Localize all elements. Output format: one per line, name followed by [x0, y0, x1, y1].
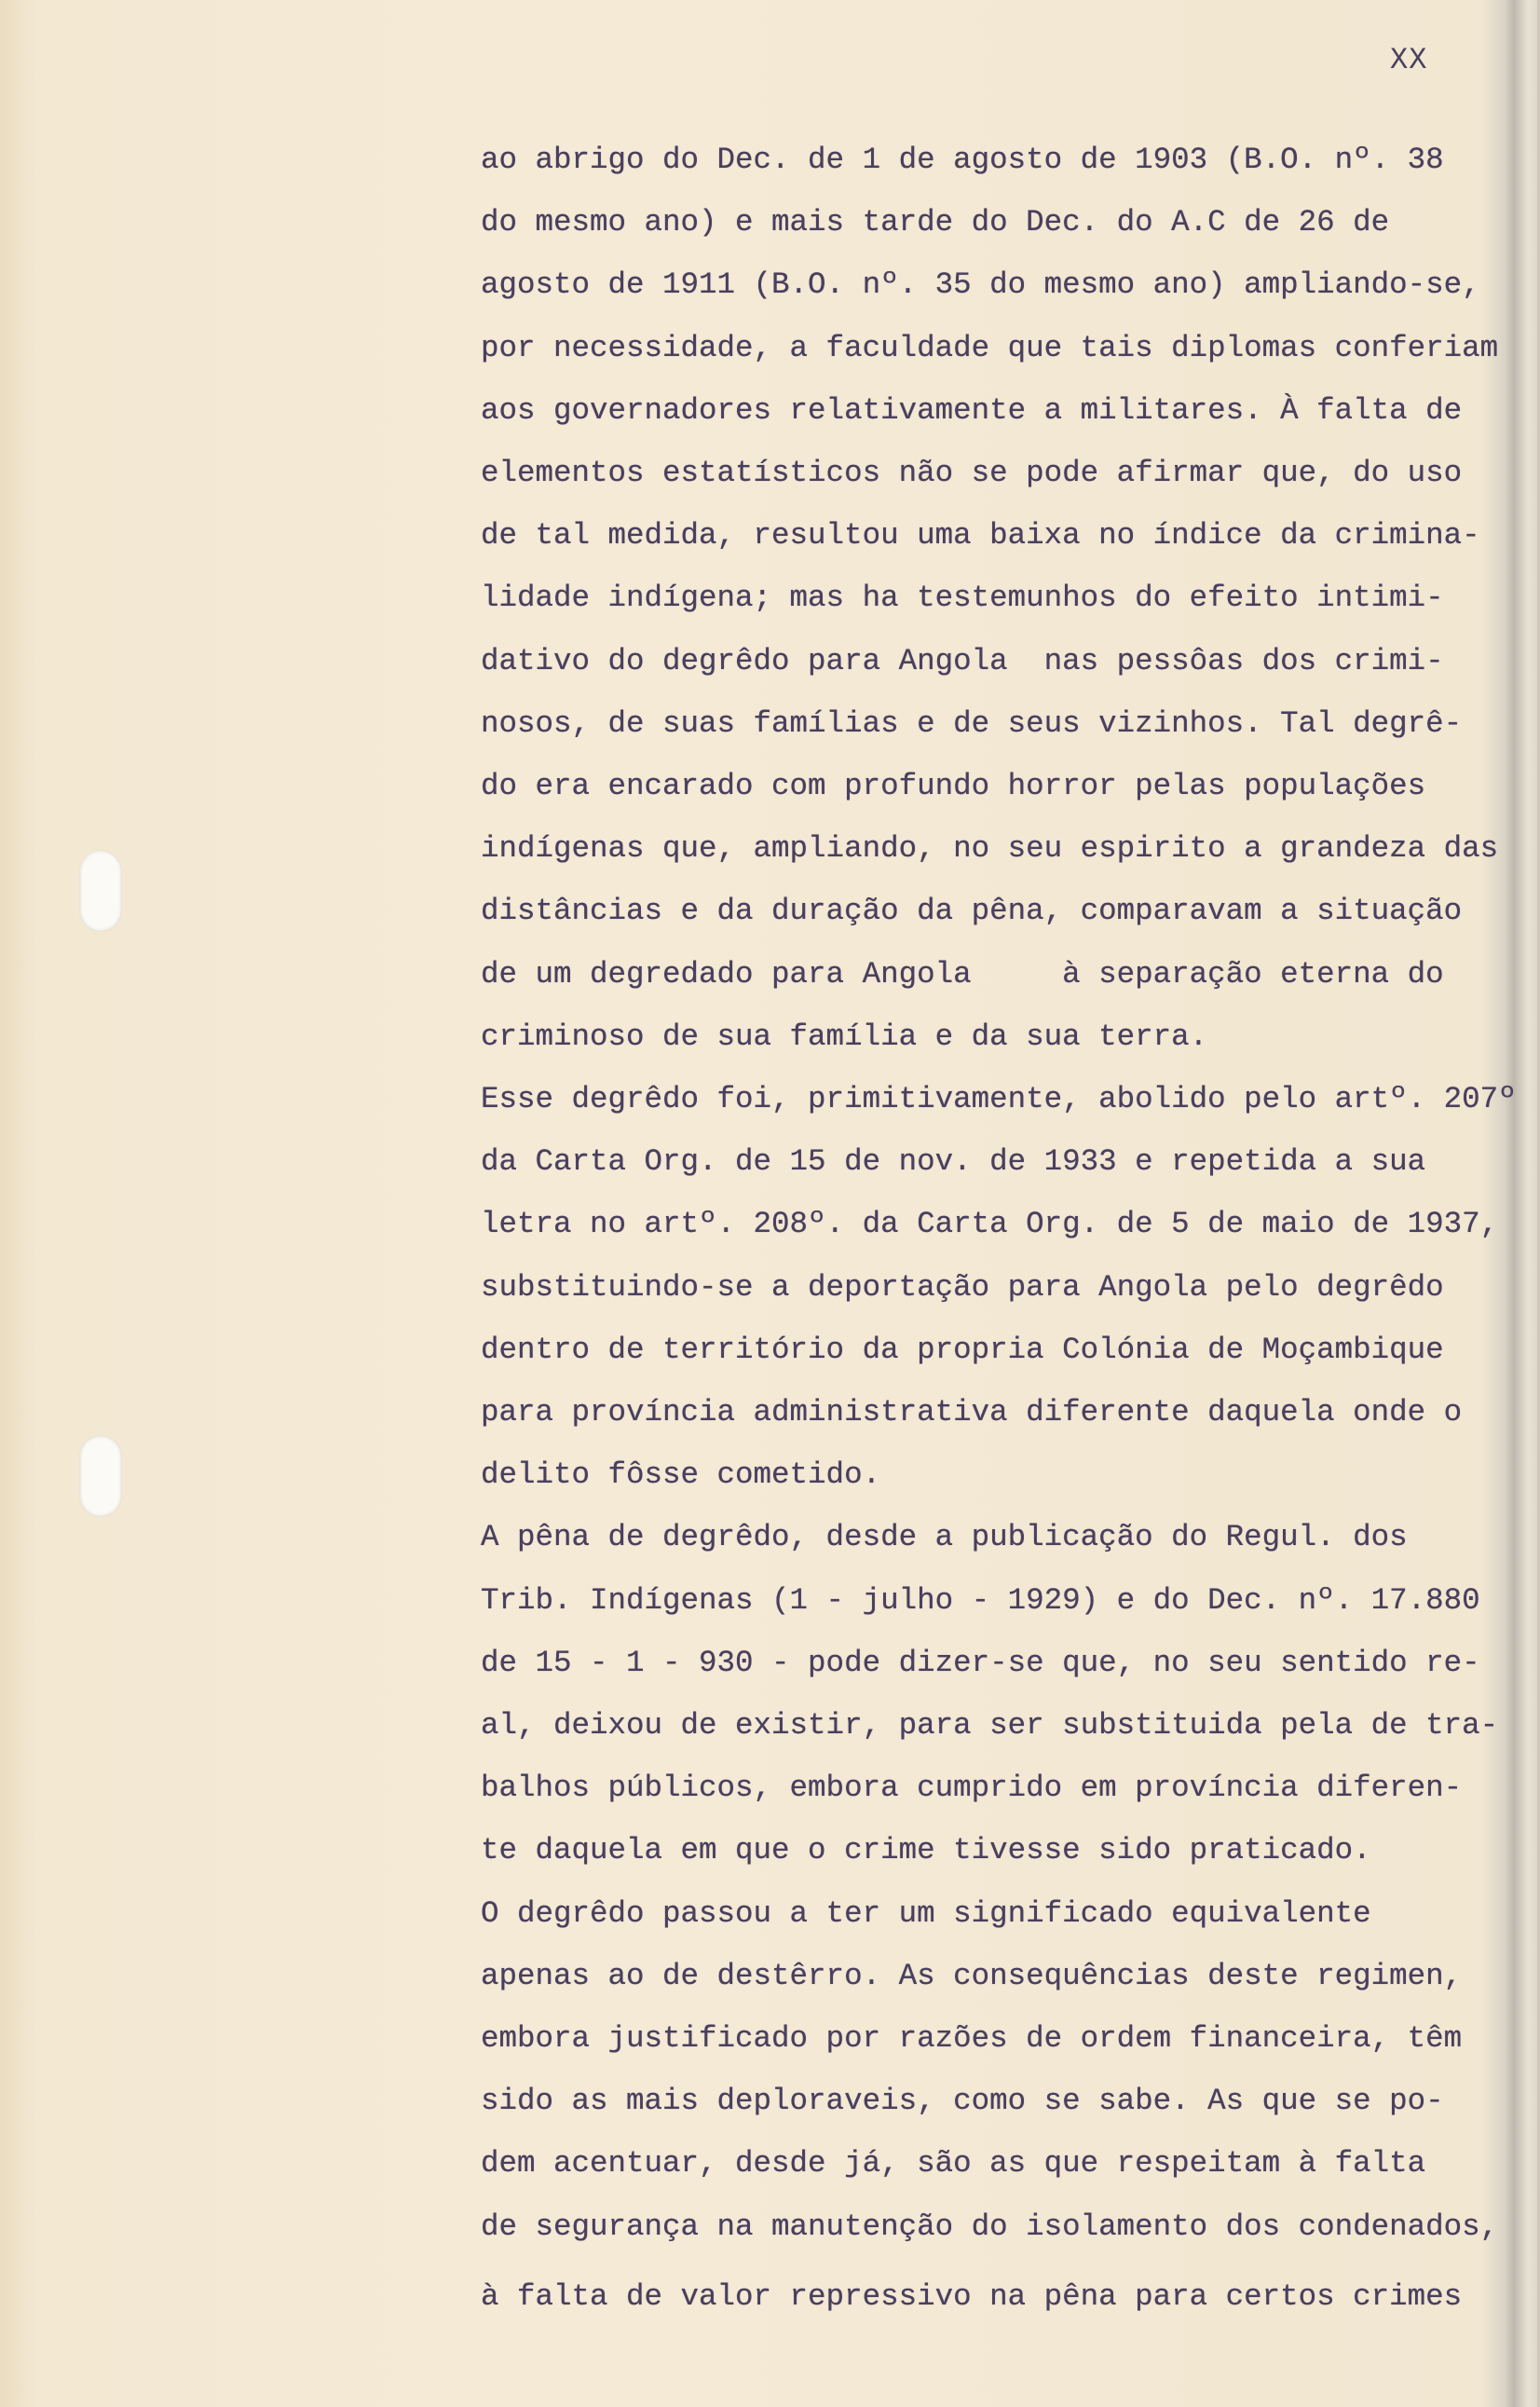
text-line: O degrêdo passou a ter um significado equivalente	[481, 1895, 1371, 1931]
text-line: do era encarado com profundo horror pelas populações	[481, 769, 1426, 803]
text-line: substituindo-se a deportação para Angola pelo degrêdo	[481, 1269, 1444, 1305]
text-line: ao abrigo do Dec. de 1 de agosto de 1903 (B.O. nº. 38	[481, 143, 1444, 177]
text-line: indígenas que, ampliando, no seu espirito a grandeza das	[481, 831, 1499, 867]
text-line: por necessidade, a faculdade que tais diplomas conferiam	[481, 330, 1499, 365]
text-line: para província administrativa diferente daquela onde o	[481, 1395, 1463, 1429]
text-line: Trib. Indígenas (1 - julho - 1929) e do Dec. nº. 17.880	[481, 1582, 1480, 1618]
text-line: de segurança na manutenção do isolamento dos condenados,	[481, 2209, 1499, 2244]
text-line: A pêna de degrêdo, desde a publicação do Regul. dos	[481, 1520, 1408, 1555]
text-line: distâncias e da duração da pêna, comparavam a situação	[481, 894, 1463, 929]
text-line: dem acentuar, desde já, são as que respeitam à falta	[481, 2146, 1426, 2181]
text-line: embora justificado por razões de ordem financeira, têm	[481, 2021, 1463, 2056]
text-line: do mesmo ano) e mais tarde do Dec. do A.C de 26 de	[481, 205, 1390, 240]
text-line: de um degredado para Angola à separação eterna do	[481, 956, 1444, 992]
text-line: dativo do degrêdo para Angola nas pessôas dos crimi-	[481, 643, 1444, 678]
text-line: al, deixou de existir, para ser substituida pela de tra-	[481, 1708, 1499, 1743]
text-line: de 15 - 1 - 930 - pode dizer-se que, no seu sentido re-	[481, 1645, 1480, 1680]
text-line: aos governadores relativamente a militares. À falta de	[481, 392, 1463, 428]
page-number: XX	[1390, 43, 1428, 77]
text-line: nosos, de suas famílias e de seus vizinhos. Tal degrê-	[481, 705, 1463, 741]
text-line: letra no artº. 208º. da Carta Org. de 5 de maio de 1937,	[481, 1207, 1499, 1242]
text-line: dentro de território da propria Colónia de Moçambique	[481, 1332, 1444, 1367]
text-line: lidade indígena; mas ha testemunhos do efeito intimi-	[481, 581, 1444, 616]
text-line: à falta de valor repressivo na pêna para certos crimes	[481, 2278, 1463, 2314]
text-line: Esse degrêdo foi, primitivamente, abolido pelo artº. 207º	[481, 1082, 1517, 1116]
text-line: te daquela em que o crime tivesse sido praticado.	[481, 1833, 1371, 1868]
text-line: criminoso de sua família e da sua terra.	[481, 1019, 1208, 1054]
text-line: da Carta Org. de 15 de nov. de 1933 e repetida a sua	[481, 1144, 1426, 1180]
text-line: agosto de 1911 (B.O. nº. 35 do mesmo ano) ampliando-se,	[481, 267, 1480, 303]
punch-hole-top	[79, 850, 122, 932]
text-line: apenas ao de destêrro. As consequências deste regimen,	[481, 1958, 1463, 1993]
text-line: sido as mais deploraveis, como se sabe. As que se po-	[481, 2084, 1444, 2119]
text-line: delito fôsse cometido.	[481, 1457, 881, 1493]
text-line: balhos públicos, embora cumprido em província diferen-	[481, 1771, 1463, 1806]
text-line: de tal medida, resultou uma baixa no índice da crimina-	[481, 518, 1480, 554]
text-line: elementos estatísticos não se pode afirmar que, do uso	[481, 456, 1463, 490]
punch-hole-bottom	[79, 1435, 122, 1517]
